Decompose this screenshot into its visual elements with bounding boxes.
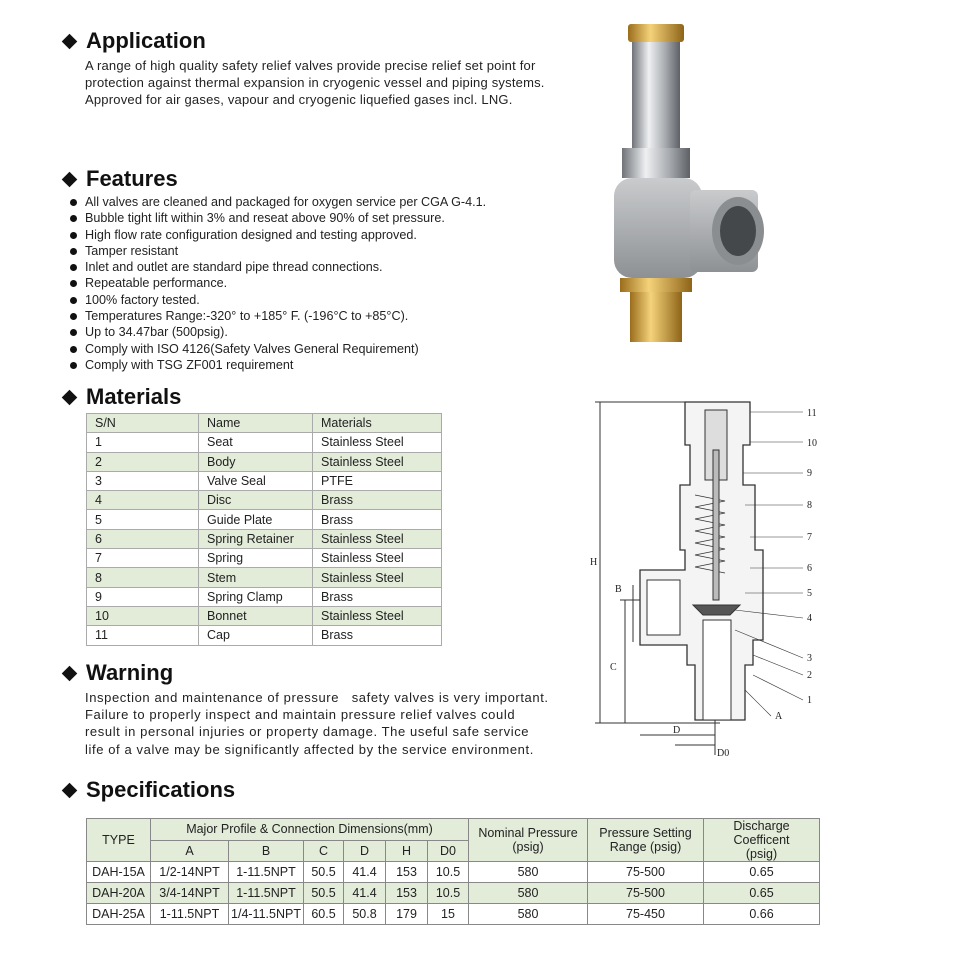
table-cell: Stainless Steel <box>313 568 442 587</box>
table-cell: 75-450 <box>588 904 704 925</box>
table-cell: Spring <box>199 549 313 568</box>
table-header-row <box>87 414 442 433</box>
table-cell: Guide Plate <box>199 510 313 529</box>
part-label: 9 <box>807 468 812 479</box>
table-row <box>87 626 442 645</box>
table-cell: 153 <box>386 883 428 904</box>
table-row <box>87 433 442 452</box>
header-cell: Materials <box>313 414 442 433</box>
table-cell: Stainless Steel <box>313 529 442 548</box>
table-cell: 60.5 <box>304 904 344 925</box>
table-row <box>87 452 442 471</box>
header-text: Discharge Coefficent <box>733 819 790 847</box>
table-cell: 50.5 <box>304 862 344 883</box>
text-line: Approved for air gases, vapour and cryogenic liquefied gases incl. LNG. <box>85 92 513 108</box>
diamond-icon <box>62 171 78 187</box>
heading-text: Application <box>86 28 206 53</box>
part-label: 1 <box>807 695 812 706</box>
part-label: 4 <box>807 613 812 624</box>
header-dimensions: Major Profile & Connection Dimensions(mm) <box>151 819 469 841</box>
features-heading <box>62 166 178 192</box>
table-cell: DAH-20A <box>87 883 151 904</box>
list-item: All valves are cleaned and packaged for oxygen service per CGA G-4.1. <box>68 194 486 210</box>
table-cell: 6 <box>87 529 199 548</box>
header-cell: S/N <box>87 414 199 433</box>
part-label: 3 <box>807 653 812 664</box>
table-cell: 1-11.5NPT <box>229 862 304 883</box>
features-list <box>68 194 486 373</box>
table-cell: 75-500 <box>588 862 704 883</box>
table-cell: Valve Seal <box>199 471 313 490</box>
table-row <box>87 491 442 510</box>
table-cell: Stainless Steel <box>313 452 442 471</box>
table-cell: Spring Clamp <box>199 587 313 606</box>
table-cell: 41.4 <box>344 883 386 904</box>
text-line: A range of high quality safety relief valves provide precise relief set point for <box>85 58 536 73</box>
heading-text: Specifications <box>86 777 236 802</box>
table-cell: 5 <box>87 510 199 529</box>
part-label: 5 <box>807 588 812 599</box>
heading-text: Warning <box>86 660 174 685</box>
part-label: 7 <box>807 532 812 543</box>
list-item: Inlet and outlet are standard pipe thread connections. <box>68 259 486 275</box>
table-cell: Body <box>199 452 313 471</box>
table-row <box>87 883 820 904</box>
table-cell: Cap <box>199 626 313 645</box>
text-line: result in personal injuries or property damage. The useful safe service <box>85 724 530 740</box>
diamond-icon <box>62 389 78 405</box>
header-unit: Range (psig) <box>609 840 682 854</box>
table-cell: 1-11.5NPT <box>229 883 304 904</box>
text-line: protection against thermal expansion in cryogenic vessel and piping systems. <box>85 75 545 91</box>
table-cell: Stainless Steel <box>313 549 442 568</box>
warning-text <box>85 689 549 758</box>
table-cell: 2 <box>87 452 199 471</box>
header-setting <box>588 819 704 862</box>
table-cell: 11 <box>87 626 199 645</box>
valve-cross-section-diagram <box>585 390 835 770</box>
table-cell: 580 <box>469 883 588 904</box>
table-cell: DAH-15A <box>87 862 151 883</box>
table-cell: Bonnet <box>199 606 313 625</box>
list-item: Up to 34.47bar (500psig). <box>68 324 486 340</box>
header-cell: Name <box>199 414 313 433</box>
table-cell: 1/4-11.5NPT <box>229 904 304 925</box>
table-cell: 15 <box>428 904 469 925</box>
table-cell: 0.65 <box>704 862 820 883</box>
list-item: Comply with ISO 4126(Safety Valves General Requirement) <box>68 341 486 357</box>
list-item: Comply with TSG ZF001 requirement <box>68 357 486 373</box>
table-cell: PTFE <box>313 471 442 490</box>
table-cell: 10.5 <box>428 883 469 904</box>
table-cell: 3/4-14NPT <box>151 883 229 904</box>
header-cell: B <box>229 840 304 862</box>
text-line: Failure to properly inspect and maintain pressure relief valves could <box>85 707 516 723</box>
table-cell: Stem <box>199 568 313 587</box>
part-label: 8 <box>807 500 812 511</box>
materials-table <box>86 413 442 646</box>
table-cell: 0.66 <box>704 904 820 925</box>
table-row <box>87 606 442 625</box>
table-cell: 153 <box>386 862 428 883</box>
diamond-icon <box>62 665 78 681</box>
table-cell: 179 <box>386 904 428 925</box>
specifications-table <box>86 818 820 925</box>
header-cell: C <box>304 840 344 862</box>
text-line: life of a valve may be significantly affected by the service environment. <box>85 741 534 757</box>
dimension-label: B <box>615 584 622 595</box>
dimension-label: H <box>590 557 598 568</box>
table-row <box>87 549 442 568</box>
list-item: Repeatable performance. <box>68 275 486 291</box>
diamond-icon <box>62 33 78 49</box>
dimension-label: D0 <box>717 748 730 759</box>
header-unit: (psig) <box>512 840 544 854</box>
table-cell: 8 <box>87 568 199 587</box>
table-cell: Brass <box>313 587 442 606</box>
heading-text: Materials <box>86 384 182 409</box>
header-unit: (psig) <box>745 847 778 861</box>
table-cell: 9 <box>87 587 199 606</box>
table-cell: 4 <box>87 491 199 510</box>
table-cell: Stainless Steel <box>313 433 442 452</box>
table-cell: DAH-25A <box>87 904 151 925</box>
table-row <box>87 862 820 883</box>
materials-heading <box>62 384 181 410</box>
table-cell: Seat <box>199 433 313 452</box>
part-label: 6 <box>807 563 812 574</box>
header-cell: D <box>344 840 386 862</box>
dimension-label: A <box>775 711 783 722</box>
table-cell: 41.4 <box>344 862 386 883</box>
header-discharge <box>704 819 820 862</box>
header-text: Nominal Pressure <box>478 826 578 840</box>
table-cell: Stainless Steel <box>313 606 442 625</box>
list-item: 100% factory tested. <box>68 292 486 308</box>
text-line: Inspection and maintenance of pressure safety valves is very important. <box>85 690 549 705</box>
list-item: High flow rate configuration designed and testing approved. <box>68 227 486 243</box>
table-row <box>87 510 442 529</box>
list-item: Bubble tight lift within 3% and reseat above 90% of set pressure. <box>68 210 486 226</box>
table-cell: 50.5 <box>304 883 344 904</box>
table-cell: 10 <box>87 606 199 625</box>
dimension-label: C <box>610 662 617 673</box>
table-cell: Brass <box>313 491 442 510</box>
heading-text: Features <box>86 166 178 191</box>
application-text <box>85 57 545 109</box>
header-cell: D0 <box>428 840 469 862</box>
table-row <box>87 587 442 606</box>
table-row <box>87 568 442 587</box>
diamond-icon <box>62 782 78 798</box>
table-cell: 1 <box>87 433 199 452</box>
list-item: Temperatures Range:-320° to +185° F. (-196°C to +85°C). <box>68 308 486 324</box>
table-cell: 1/2-14NPT <box>151 862 229 883</box>
table-row <box>87 529 442 548</box>
table-row <box>87 904 820 925</box>
specifications-heading <box>62 777 235 803</box>
table-cell: Brass <box>313 626 442 645</box>
table-row <box>87 471 442 490</box>
header-cell: A <box>151 840 229 862</box>
table-cell: 50.8 <box>344 904 386 925</box>
table-cell: Disc <box>199 491 313 510</box>
table-cell: 75-500 <box>588 883 704 904</box>
warning-heading <box>62 660 173 686</box>
table-cell: 580 <box>469 904 588 925</box>
application-heading <box>62 28 206 54</box>
table-cell: 3 <box>87 471 199 490</box>
table-cell: Brass <box>313 510 442 529</box>
dimension-label: D <box>673 725 681 736</box>
header-nominal <box>469 819 588 862</box>
table-cell: 7 <box>87 549 199 568</box>
part-label: 11 <box>807 408 817 419</box>
valve-photo <box>590 20 770 350</box>
header-cell: H <box>386 840 428 862</box>
part-label: 2 <box>807 670 812 681</box>
table-cell: Spring Retainer <box>199 529 313 548</box>
list-item: Tamper resistant <box>68 243 486 259</box>
table-cell: 10.5 <box>428 862 469 883</box>
header-type: TYPE <box>87 819 151 862</box>
table-cell: 1-11.5NPT <box>151 904 229 925</box>
header-text: Pressure Setting <box>599 826 692 840</box>
part-label: 10 <box>807 438 817 449</box>
table-cell: 580 <box>469 862 588 883</box>
table-cell: 0.65 <box>704 883 820 904</box>
